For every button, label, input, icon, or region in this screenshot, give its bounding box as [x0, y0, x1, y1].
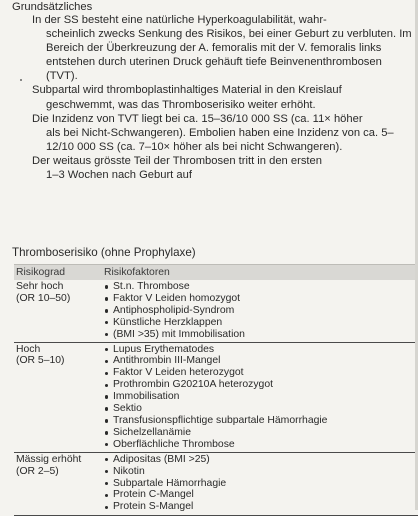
paragraph	[32, 154, 416, 182]
paragraph-first-line: Die Inzidenz von TVT liegt bei ca. 15–36/10 000 SS (ca. 11× höher	[32, 112, 363, 125]
paragraph	[32, 112, 416, 154]
risk-factor: Prothrombin G20210A heterozygot	[104, 379, 327, 391]
intro-text	[32, 13, 416, 182]
section-heading: Grundsätzliches	[12, 1, 93, 13]
risk-factor: Protein C-Mangel	[104, 489, 226, 501]
risk-factor: Protein S-Mangel	[104, 501, 226, 513]
paragraph-continuation: als bei Nicht-Schwangeren). Embolien haben eine Inzidenz von ca. 5–12/10 000 SS (ca. 7–10× höher als bei nicht Schwangeren).	[46, 126, 394, 153]
risk-grade: Mässig erhöht	[16, 453, 82, 465]
table-row	[14, 280, 418, 342]
risk-grade: Hoch	[16, 343, 41, 355]
stray-dot	[20, 79, 22, 81]
risk-factor: Adipositas (BMI >25)	[104, 454, 226, 466]
odds-ratio: (OR 5–10)	[16, 355, 65, 367]
risk-factor: St.n. Thrombose	[104, 281, 245, 293]
risk-factor: Künstliche Herzklappen	[104, 317, 245, 329]
risk-factor: Antithrombin III-Mangel	[104, 355, 327, 367]
risk-factor: Transfusionspflichtige subpartale Hämorrhagie	[104, 415, 327, 427]
paragraph-continuation: 1–3 Wochen nach Geburt auf	[46, 169, 192, 182]
risk-factors-cell	[100, 344, 327, 451]
paragraph	[32, 13, 416, 83]
risk-grade: Sehr hoch	[16, 281, 64, 292]
paragraph-first-line: Der weitaus grösste Teil der Thrombosen tritt in den ersten	[32, 154, 322, 167]
paragraph-continuation: scheinlich zwecks Senkung des Risikos, bei einer Geburt zu verbluten. Im Bereich der Überkreuzung der A. femoralis mit der V. femoralis links entstehen durch uterinen Druck gehäuft tiefe Beinvenenthrombosen (TVT).	[46, 28, 412, 83]
risk-grade-cell	[14, 344, 100, 451]
risk-factor: Faktor V Leiden heterozygot	[104, 367, 327, 379]
table-title: Thromboserisiko (ohne Prophylaxe)	[12, 246, 196, 259]
risk-grade-cell	[14, 454, 100, 514]
risk-factor: Oberflächliche Thrombose	[104, 439, 327, 451]
paragraph-continuation: geschwemmt, was das Thromboserisiko weiter erhöht.	[46, 98, 316, 111]
risk-grade-cell	[14, 281, 100, 341]
risk-factors-cell	[100, 454, 226, 514]
table-row	[14, 452, 418, 515]
paragraph	[32, 83, 416, 111]
risk-factor: Antiphospholipid-Syndrom	[104, 305, 245, 317]
paragraph-first-line: Subpartal wird thromboplastinhaltiges Material in den Kreislauf	[32, 84, 342, 97]
risk-factor: (BMI >35) mit Immobilisation	[104, 329, 245, 341]
risk-table	[14, 264, 418, 516]
header-risikofaktoren: Risikofaktoren	[104, 266, 170, 278]
risk-factor: Subpartale Hämorrhagie	[104, 478, 226, 490]
risk-factor: Sektio	[104, 403, 327, 415]
risk-factor: Nikotin	[104, 466, 226, 478]
paragraph-first-line: In der SS besteht eine natürliche Hyperkoagulabilität, wahr-	[32, 14, 327, 26]
risk-factor: Faktor V Leiden homozygot	[104, 293, 245, 305]
risk-factor: Lupus Erythematodes	[104, 344, 327, 356]
odds-ratio: (OR 10–50)	[16, 292, 71, 304]
risk-factor: Immobilisation	[104, 391, 327, 403]
odds-ratio: (OR 2–5)	[16, 465, 59, 477]
risk-factor: Sichelzellanämie	[104, 427, 327, 439]
header-risikograd: Risikograd	[16, 266, 66, 278]
risk-factors-cell	[100, 281, 245, 341]
table-header	[14, 264, 418, 280]
table-row	[14, 342, 418, 452]
